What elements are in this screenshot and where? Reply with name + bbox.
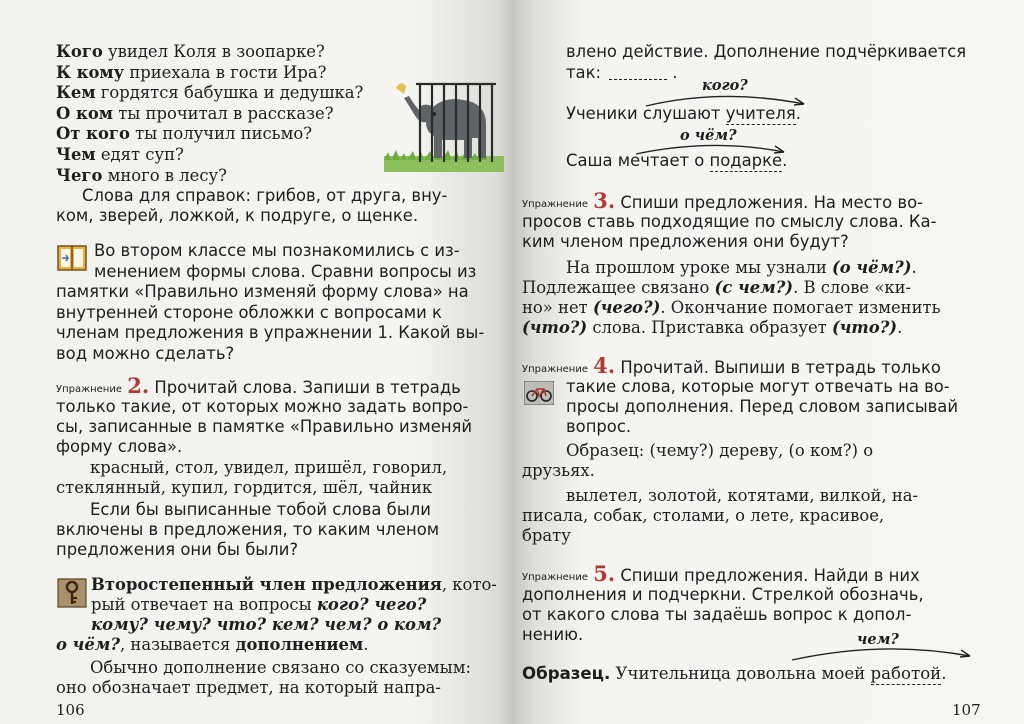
sample-label: Образец.	[522, 664, 611, 683]
exercise-3-line-3: ким членом предложения они будут?	[522, 232, 849, 251]
ex3-sentence-4	[522, 318, 902, 338]
book-note-line: членам предложения в упражнении 1. Какой вы-	[56, 323, 485, 342]
continuation-text: так:	[566, 63, 602, 82]
question-text: много в лесу?	[102, 165, 227, 185]
rule-line-2	[91, 595, 426, 615]
object-word: учителя	[725, 104, 796, 123]
sentence-text: .	[911, 258, 917, 277]
question-line	[56, 124, 312, 144]
book-note-line: внутренней стороне обложки с вопросами к	[56, 302, 442, 322]
ex4-words-1: вылетел, золотой, котятами, вилкой, на-	[566, 486, 919, 505]
blank-question: (что?)	[831, 318, 898, 337]
question-line	[56, 166, 227, 186]
sample-text: Учительница довольна моей	[610, 664, 871, 683]
ex5-sample	[522, 664, 947, 684]
example-text: .	[795, 104, 801, 123]
ex3-sentence-2	[522, 278, 911, 298]
exercise-label: Упражнение	[522, 199, 588, 210]
sentence-text: но» нет	[522, 298, 593, 317]
bicycle-icon	[524, 381, 554, 405]
rule-line-4	[56, 635, 368, 655]
question-line	[56, 145, 184, 165]
rule-line-1	[91, 575, 497, 595]
exercise-label: Упражнение	[522, 572, 588, 583]
rule-questions: о чём?	[56, 635, 120, 654]
rule-questions: кого? чего?	[316, 595, 427, 614]
question-word: О ком	[56, 103, 113, 123]
word-list-2: стеклянный, купил, гордится, шёл, чайник	[56, 478, 433, 497]
rule-text: , называется	[119, 635, 236, 654]
blank-question: (что?)	[522, 318, 588, 337]
example-text: Ученики слушают	[566, 104, 726, 123]
question-line	[56, 63, 326, 83]
continuation-line-1: влено действие. Дополнение подчёркивается	[566, 42, 967, 61]
ex4-sample-1: Образец: (чему?) дереву, (о ком?) о	[566, 441, 874, 460]
after-rule-1: Обычно дополнение связано со сказуемым:	[90, 658, 472, 677]
example-5-question: чем?	[857, 631, 899, 648]
exercise-2-line-2: только такие, от которых можно задать вопро-	[56, 397, 469, 416]
exercise-2-line-1: Прочитай слова. Запиши в тетрадь	[149, 378, 461, 397]
rule-term: Второстепенный член предложения	[91, 575, 442, 594]
ex4-sample-2: друзьях.	[522, 461, 595, 480]
exercise-3-line-1: Спиши предложения. На место во-	[615, 193, 924, 212]
book-note-line: вод можно сделать?	[56, 343, 235, 363]
book-note-line: менением формы слова. Сравни вопросы из	[94, 261, 477, 281]
question-arrow	[788, 642, 978, 662]
blank-question: (о чём?)	[832, 258, 912, 277]
exercise-4-line-4: вопрос.	[566, 417, 632, 436]
exercise-2-line-3: сы, записанные в памятке «Правильно изменяй	[56, 417, 473, 436]
exercise-number: 4.	[593, 353, 616, 378]
ex3-sentence-1	[566, 258, 917, 278]
rule-text: рый отвечает на вопросы	[91, 595, 317, 614]
page-number-right: 107	[952, 701, 981, 719]
ex2-question-2: включены в предложения, то каким членом	[56, 520, 440, 539]
question-word: От кого	[56, 124, 130, 144]
exercise-3-line-2: просов ставь подходящие по смыслу слова. Ка-	[522, 212, 937, 231]
rule-text: .	[363, 635, 369, 654]
question-word: Кого	[56, 42, 103, 61]
example-2-sentence	[566, 151, 787, 171]
dashed-underline-sample	[609, 78, 667, 80]
question-text: увидел Коля в зоопарке?	[102, 42, 325, 61]
sentence-text: .	[897, 318, 903, 337]
period: .	[672, 63, 678, 82]
rule-term: дополнением	[235, 635, 364, 654]
blank-question: (с чем?)	[714, 278, 794, 297]
sentence-text: . Окончание помогает изменить	[660, 298, 941, 317]
exercise-5-line-4: нению.	[522, 625, 584, 644]
question-line	[56, 83, 363, 103]
exercise-4-line-2: такие слова, которые могут отвечать на во-	[566, 377, 950, 396]
key-icon	[57, 578, 87, 608]
sentence-text: слова. Приставка образует	[587, 318, 832, 337]
question-line	[56, 104, 334, 124]
example-1-question: кого?	[702, 77, 748, 94]
example-2-question: о чём?	[680, 127, 737, 144]
ex4-words-2: писала, собак, столами, о лете, красивое,	[522, 506, 885, 525]
blank-question: (чего?)	[592, 298, 661, 317]
question-word: Кем	[56, 83, 96, 103]
question-text: едят суп?	[95, 145, 184, 164]
exercise-number: 2.	[127, 373, 150, 398]
exercise-number: 3.	[593, 188, 616, 213]
object-word: работой	[870, 664, 942, 683]
exercise-5-line-1: Спиши предложения. Найди в них	[615, 566, 920, 585]
ex2-question-3: предложения они бы были?	[56, 540, 299, 559]
sample-text: .	[941, 664, 947, 683]
sentence-text: . В слове «ки-	[793, 278, 912, 297]
question-text: ты прочитал в рассказе?	[113, 103, 334, 123]
elephant-cage-illustration	[376, 74, 506, 174]
ex4-words-3: брату	[522, 526, 571, 545]
question-text: ты получил письмо?	[129, 124, 313, 144]
help-line-2: ком, зверей, ложкой, к подруге, о щенке.	[56, 206, 419, 225]
exercise-2-line-4: форму слова».	[56, 437, 183, 456]
rule-text: , кото-	[441, 575, 497, 594]
exercise-4-line-1: Прочитай. Выпиши в тетрадь только	[615, 358, 941, 377]
object-word: подарке	[709, 151, 783, 170]
book-note-line: памятки «Правильно изменяй форму слова» на	[56, 282, 469, 301]
example-1-sentence	[566, 104, 801, 124]
continuation-line-2	[566, 63, 677, 83]
page-number-left: 106	[56, 701, 85, 719]
question-word: Чем	[56, 145, 96, 164]
book-note-line: Во втором классе мы познакомились с из-	[94, 241, 460, 260]
after-rule-2: оно обозначает предмет, на который напра-	[56, 678, 441, 697]
rule-line-3	[91, 615, 441, 635]
exercise-5-line-2: дополнения и подчеркни. Стрелкой обозначь,	[522, 585, 924, 604]
question-text: приехала в гости Ира?	[124, 62, 327, 82]
question-word: Чего	[56, 165, 103, 185]
sentence-text: На прошлом уроке мы узнали	[566, 258, 833, 277]
exercise-5-line-3: от какого слова ты задаёшь вопрос к допол-	[522, 605, 912, 624]
example-text: .	[782, 151, 788, 170]
exercise-number: 5.	[593, 561, 616, 586]
ex2-question-1: Если бы выписанные тобой слова были	[90, 500, 431, 519]
help-line-1: Слова для справок: грибов, от друга, вну-	[82, 186, 448, 205]
question-line	[56, 42, 325, 62]
ex3-sentence-3	[522, 298, 941, 318]
question-text: гордятся бабушка и дедушка?	[95, 83, 364, 103]
example-text: Саша мечтает о	[566, 151, 710, 170]
right-page	[512, 0, 1024, 724]
question-word: К кому	[56, 62, 125, 82]
sentence-text: Подлежащее связано	[522, 278, 715, 297]
word-list-1: красный, стол, увидел, пришёл, говорил,	[90, 458, 448, 477]
book-icon	[57, 243, 87, 273]
exercise-label: Упражнение	[56, 384, 122, 395]
exercise-label: Упражнение	[522, 364, 588, 375]
rule-questions: кому? чему? что? кем? чем? о ком?	[91, 615, 442, 634]
exercise-4-line-3: просы дополнения. Перед словом записывай	[566, 397, 958, 416]
